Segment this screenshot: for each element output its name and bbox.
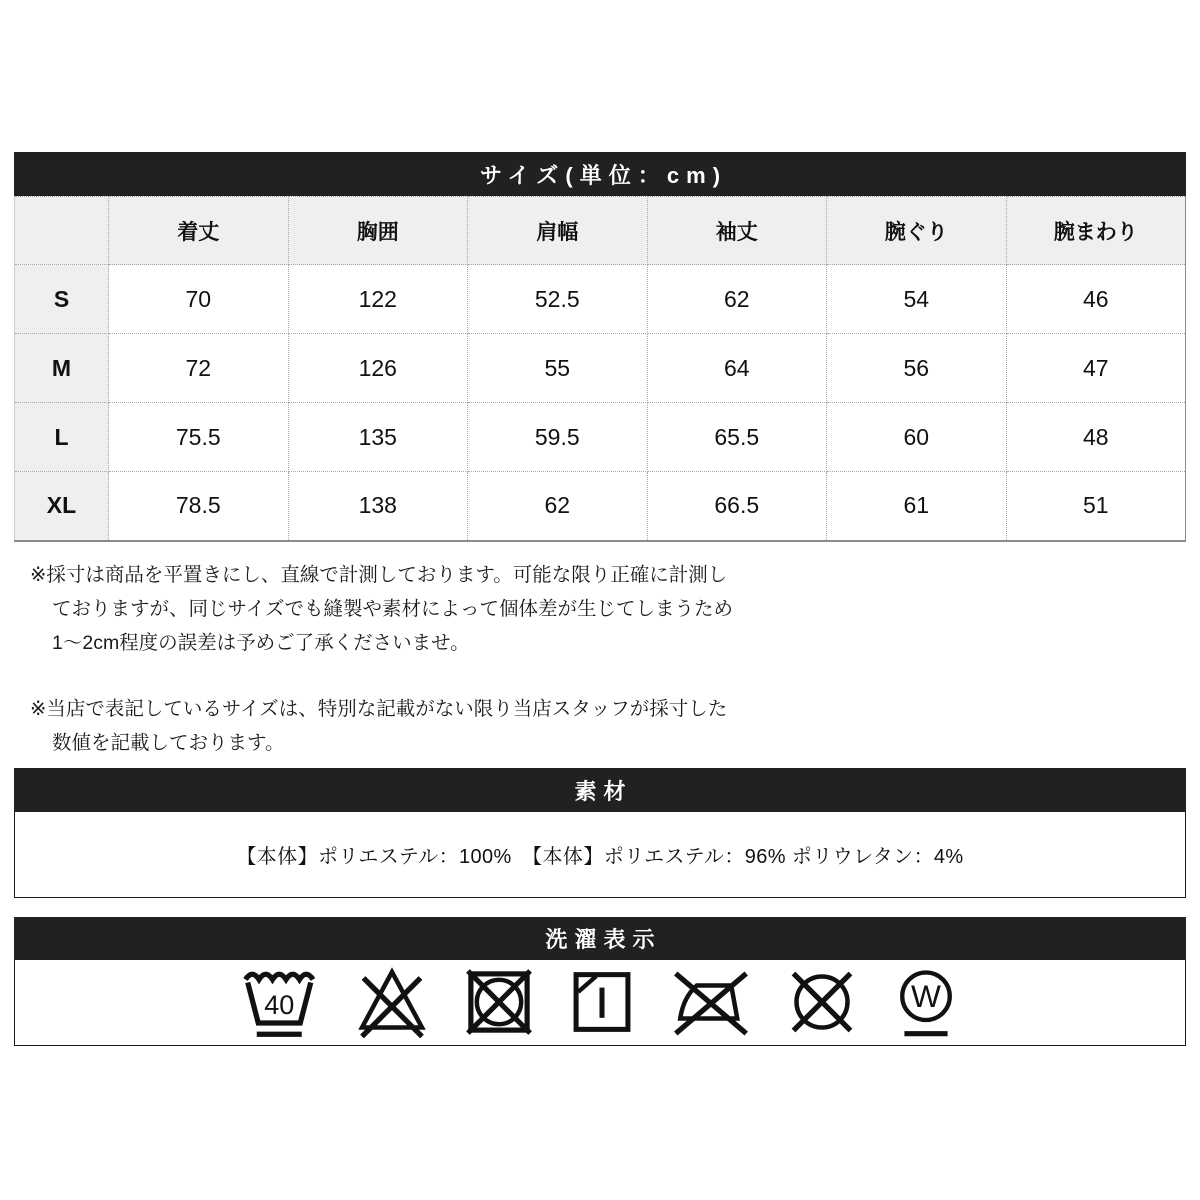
measurement-cell: 126 — [288, 334, 468, 403]
measurement-cell: 47 — [1006, 334, 1186, 403]
measurement-cell: 62 — [647, 265, 827, 334]
measurement-cell: 64 — [647, 334, 827, 403]
size-table-title: サイズ(単位：cm) — [14, 152, 1186, 196]
corner-cell — [15, 197, 109, 265]
size-row-label: XL — [15, 472, 109, 541]
table-row-s — [15, 265, 1186, 334]
notes-block — [30, 558, 733, 760]
note-line: ※採寸は商品を平置きにし、直線で計測しております。可能な限り正確に計測し — [30, 564, 728, 586]
care-label-title: 洗濯表示 — [14, 917, 1186, 960]
size-table-section — [14, 152, 1186, 542]
measurement-cell: 48 — [1006, 403, 1186, 472]
measurement-cell: 60 — [827, 403, 1007, 472]
measurement-cell: 78.5 — [109, 472, 289, 541]
machine-wash-40-mild-icon — [238, 963, 322, 1041]
column-header-katahaba: 肩幅 — [468, 197, 648, 265]
note-line: 1〜2cm程度の誤差は予めご了承くださいませ。 — [52, 632, 470, 654]
care-label-section — [14, 917, 1186, 1046]
svg-text:40: 40 — [264, 990, 295, 1020]
measurement-cell: 46 — [1006, 265, 1186, 334]
note-line: ※当店で表記しているサイズは、特別な記載がない限り当店スタッフが採寸した — [30, 698, 728, 720]
measurement-cell: 65.5 — [647, 403, 827, 472]
measurement-cell: 70 — [109, 265, 289, 334]
measurement-cell: 59.5 — [468, 403, 648, 472]
measurement-cell: 72 — [109, 334, 289, 403]
care-symbols-row — [15, 960, 1185, 1044]
column-header-udemawari: 腕まわり — [1006, 197, 1186, 265]
measurement-cell: 51 — [1006, 472, 1186, 541]
svg-text:W: W — [911, 978, 941, 1015]
material-title: 素材 — [14, 768, 1186, 812]
do-not-bleach-icon — [352, 963, 432, 1041]
measurement-cell: 56 — [827, 334, 1007, 403]
column-header-chakutake: 着丈 — [109, 197, 289, 265]
column-header-kyoui: 胸囲 — [288, 197, 468, 265]
measurement-cell: 66.5 — [647, 472, 827, 541]
line-dry-in-shade-icon — [566, 963, 638, 1041]
size-table-header-row — [15, 197, 1186, 265]
measurement-cell: 75.5 — [109, 403, 289, 472]
size-row-label: L — [15, 403, 109, 472]
do-not-iron-icon — [668, 963, 754, 1041]
table-row-m — [15, 334, 1186, 403]
size-row-label: S — [15, 265, 109, 334]
measurement-cell: 135 — [288, 403, 468, 472]
measurement-cell: 122 — [288, 265, 468, 334]
measurement-cell: 62 — [468, 472, 648, 541]
do-not-tumble-dry-icon — [462, 963, 536, 1041]
do-not-dry-clean-icon — [784, 963, 860, 1041]
note-line: ておりますが、同じサイズでも縫製や素材によって個体差が生じてしまうため — [52, 598, 733, 620]
measurement-accuracy-note — [30, 558, 733, 660]
material-section — [14, 768, 1186, 898]
measurement-cell: 52.5 — [468, 265, 648, 334]
measurement-cell: 61 — [827, 472, 1007, 541]
staff-measured-note — [30, 692, 733, 760]
measurement-cell: 54 — [827, 265, 1007, 334]
note-line: 数値を記載しております。 — [52, 732, 285, 754]
size-table — [14, 196, 1186, 542]
size-row-label: M — [15, 334, 109, 403]
table-row-l — [15, 403, 1186, 472]
material-composition-text: 【本体】ポリエステル：100% 【本体】ポリエステル：96% ポリウレタン：4% — [236, 846, 964, 868]
measurement-cell: 138 — [288, 472, 468, 541]
table-row-xl — [15, 472, 1186, 541]
column-header-udeguri: 腕ぐり — [827, 197, 1007, 265]
wet-clean-mild-icon — [890, 963, 962, 1041]
column-header-sodetake: 袖丈 — [647, 197, 827, 265]
measurement-cell: 55 — [468, 334, 648, 403]
